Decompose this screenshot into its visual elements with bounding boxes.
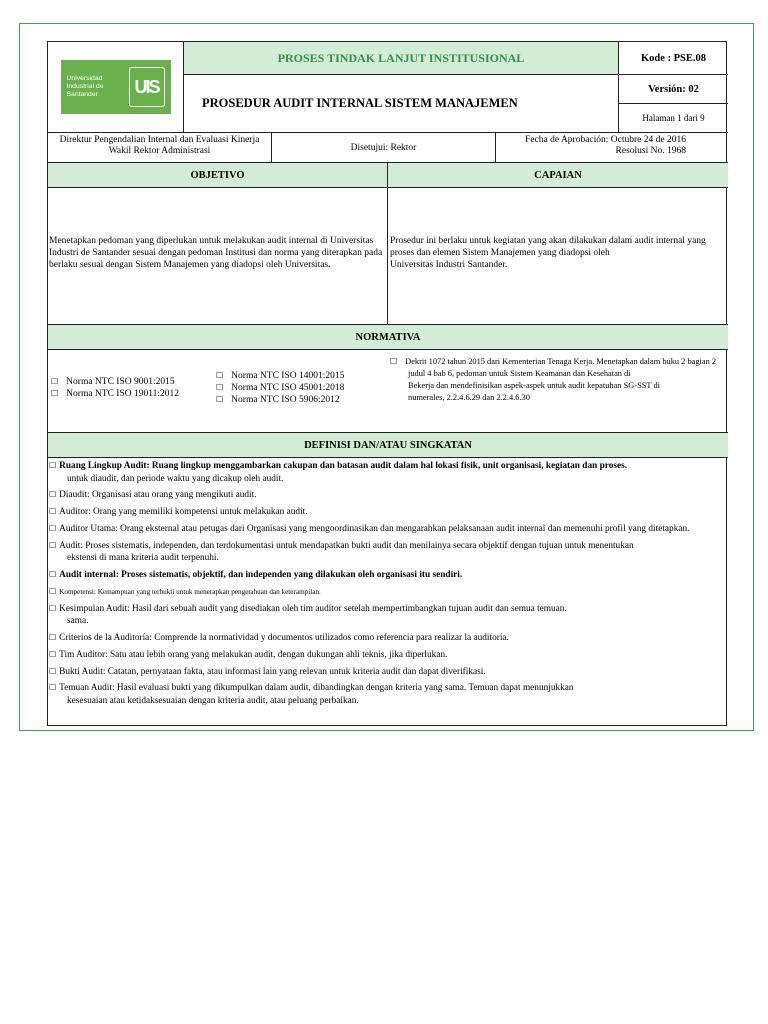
normativa-column-1 — [51, 376, 179, 400]
capaian-line: Prosedur ini berlaku untuk kegiatan yang akan dilakukan dalam audit internal yang — [390, 236, 706, 246]
definition-item: ☐ Kesimpulan Audit: Hasil dari sebuah audit yang disediakan oleh tim auditor setelah mempertimbangkan tujuan audit dan semua temuan. sama. — [49, 603, 567, 627]
norm-item: ☐ Norma NTC ISO 19011:2012 — [51, 388, 179, 400]
definition-item: ☐ Temuan Audit: Hasil evaluasi bukti yang dikumpulkan dalam audit, dibandingkan dengan kriteria yang sama. Temuan dapat menunjukkan kesesuaian atau ketidaksesuaian dengan kriteria audit, atau peluang perbaikan. — [49, 683, 574, 706]
decree-line: numerales, 2.2.4.6.29 dan 2.2.4.6.30 — [408, 393, 530, 402]
logo-cell — [48, 42, 184, 133]
objetivo-body — [48, 188, 388, 325]
definisi-heading: DEFINISI DAN/ATAU SINGKATAN — [48, 433, 728, 458]
document-title: PROSEDUR AUDIT INTERNAL SISTEM MANAJEMEN — [184, 75, 619, 133]
document-code: Kode : PSE.08 — [619, 42, 728, 75]
definition-item: ☐ Auditor: Orang yang memiliki kompetensi untuk melakukan audit. — [49, 507, 308, 518]
capaian-body — [388, 188, 728, 325]
norm-item: ☐ Norma NTC ISO 14001:2015 — [216, 370, 344, 382]
author-line-2: Wakil Rektor Administrasi — [108, 146, 211, 156]
author-cell — [48, 133, 272, 163]
decree-line: ☐ Dekrit 1072 tahun 2015 dari Kementerian Tenaga Kerja. Menetapkan dalam buku 2 bagian 2 — [390, 356, 716, 368]
normativa-column-2 — [216, 370, 344, 406]
definition-item: ☐ Bukti Audit: Catatan, pernyataan fakta, atau informasi lain yang relevan untuk kriteria audit dan dapat diverifikasi. — [49, 666, 486, 677]
definition-item: ☐ Diaudit: Organisasi atau orang yang mengikuti audit. — [49, 490, 257, 501]
author-line-1: Direktur Pengendalian Internal dan Evaluasi Kinerja — [59, 135, 260, 145]
document-version: Versión: 02 — [619, 75, 728, 104]
norm-item: ☐ Norma NTC ISO 5906:2012 — [216, 394, 344, 406]
normativa-column-3 — [390, 356, 716, 404]
normativa-heading: NORMATIVA — [48, 325, 728, 350]
objetivo-line: Menetapkan pedoman yang diperlukan untuk melakukan audit internal di Universitas — [49, 236, 374, 246]
approved-by-cell: Disetujui: Rektor — [272, 133, 496, 163]
definition-item: ☐ Criterios de la Auditoría: Comprende la normatividad y documentos utilizados como referencia para realizar la auditoría. — [49, 633, 509, 644]
approval-date: Fecha de Aprobación: Octubre 24 de 2016 — [525, 135, 686, 145]
objetivo-line: berlaku sesuai dengan Sistem Manajemen yang diadopsi oleh Universitas. — [49, 260, 331, 270]
capaian-line: Universitas Industri Santander. — [390, 260, 508, 270]
definition-item: ☐ Tim Auditor: Satu atau lebih orang yang melakukan audit, dengan dukungan ahli teknis, jika diperlukan. — [49, 649, 448, 660]
page-number: Halaman 1 dari 9 — [619, 104, 728, 133]
capaian-text — [390, 235, 706, 271]
uis-logo-mark: UIS — [129, 67, 165, 107]
capaian-line: proses dan elemen Sistem Manajemen yang diadopsi oleh — [390, 248, 610, 258]
resolution-number: Resolusi No. 1968 — [615, 146, 686, 156]
decree-line: judul 4 bab 6, pedoman untuk Sistem Keamanan dan Kesehatan di — [408, 369, 631, 378]
objetivo-heading: OBJETIVO — [48, 163, 388, 188]
objetivo-line: Industri de Santander sesuai dengan pedoman Institusi dan norma yang diterapkan pada — [49, 248, 383, 258]
logo-text: Universidad Industrial de Santander — [66, 75, 104, 98]
objetivo-text — [49, 235, 382, 271]
definisi-body — [48, 458, 728, 727]
definition-item: ☐ Auditor Utama: Orang eksternal atau petugas dari Organisasi yang mengoordinasikan dan mengarahkan pelaksanaan audit internal dan memenuhi profil yang ditetapkan. — [49, 523, 690, 534]
capaian-heading: CAPAIAN — [388, 163, 728, 188]
norm-item: ☐ Norma NTC ISO 45001:2018 — [216, 382, 344, 394]
university-logo — [61, 60, 171, 114]
definition-item: ☐ Audit internal: Proses sistematis, objektif, dan independen yang dilakukan oleh organisasi itu sendiri. — [49, 570, 463, 581]
definition-item: ☐ Audit: Proses sistematis, independen, dan terdokumentasi untuk mendapatkan bukti audit dan menilainya secara objektif dengan tujuan untuk menentukan ekstensi di mana kriteria audit terpenuhi. — [49, 540, 634, 564]
decree-line: Bekerja dan mendefinisikan aspek-aspek untuk audit kepatuhan SG-SST di — [408, 381, 660, 390]
norm-item: ☐ Norma NTC ISO 9001:2015 — [51, 376, 179, 388]
normativa-body — [48, 350, 728, 433]
procedure-document — [47, 41, 727, 726]
section-title: PROSES TINDAK LANJUT INSTITUSIONAL — [184, 42, 619, 75]
definition-item: ☐ Ruang Lingkup Audit: Ruang lingkup menggambarkan cakupan dan batasan audit dalam hal lokasi fisik, unit organisasi, kegiatan dan proses. untuk diaudit, dan periode waktu yang dicakup oleh audit. — [49, 461, 628, 484]
definition-item: ☐ Kompetensi: Kemampuan yang terbukti untuk menerapkan pengetahuan dan keterampilan. — [49, 586, 321, 596]
approval-date-cell — [496, 133, 728, 163]
